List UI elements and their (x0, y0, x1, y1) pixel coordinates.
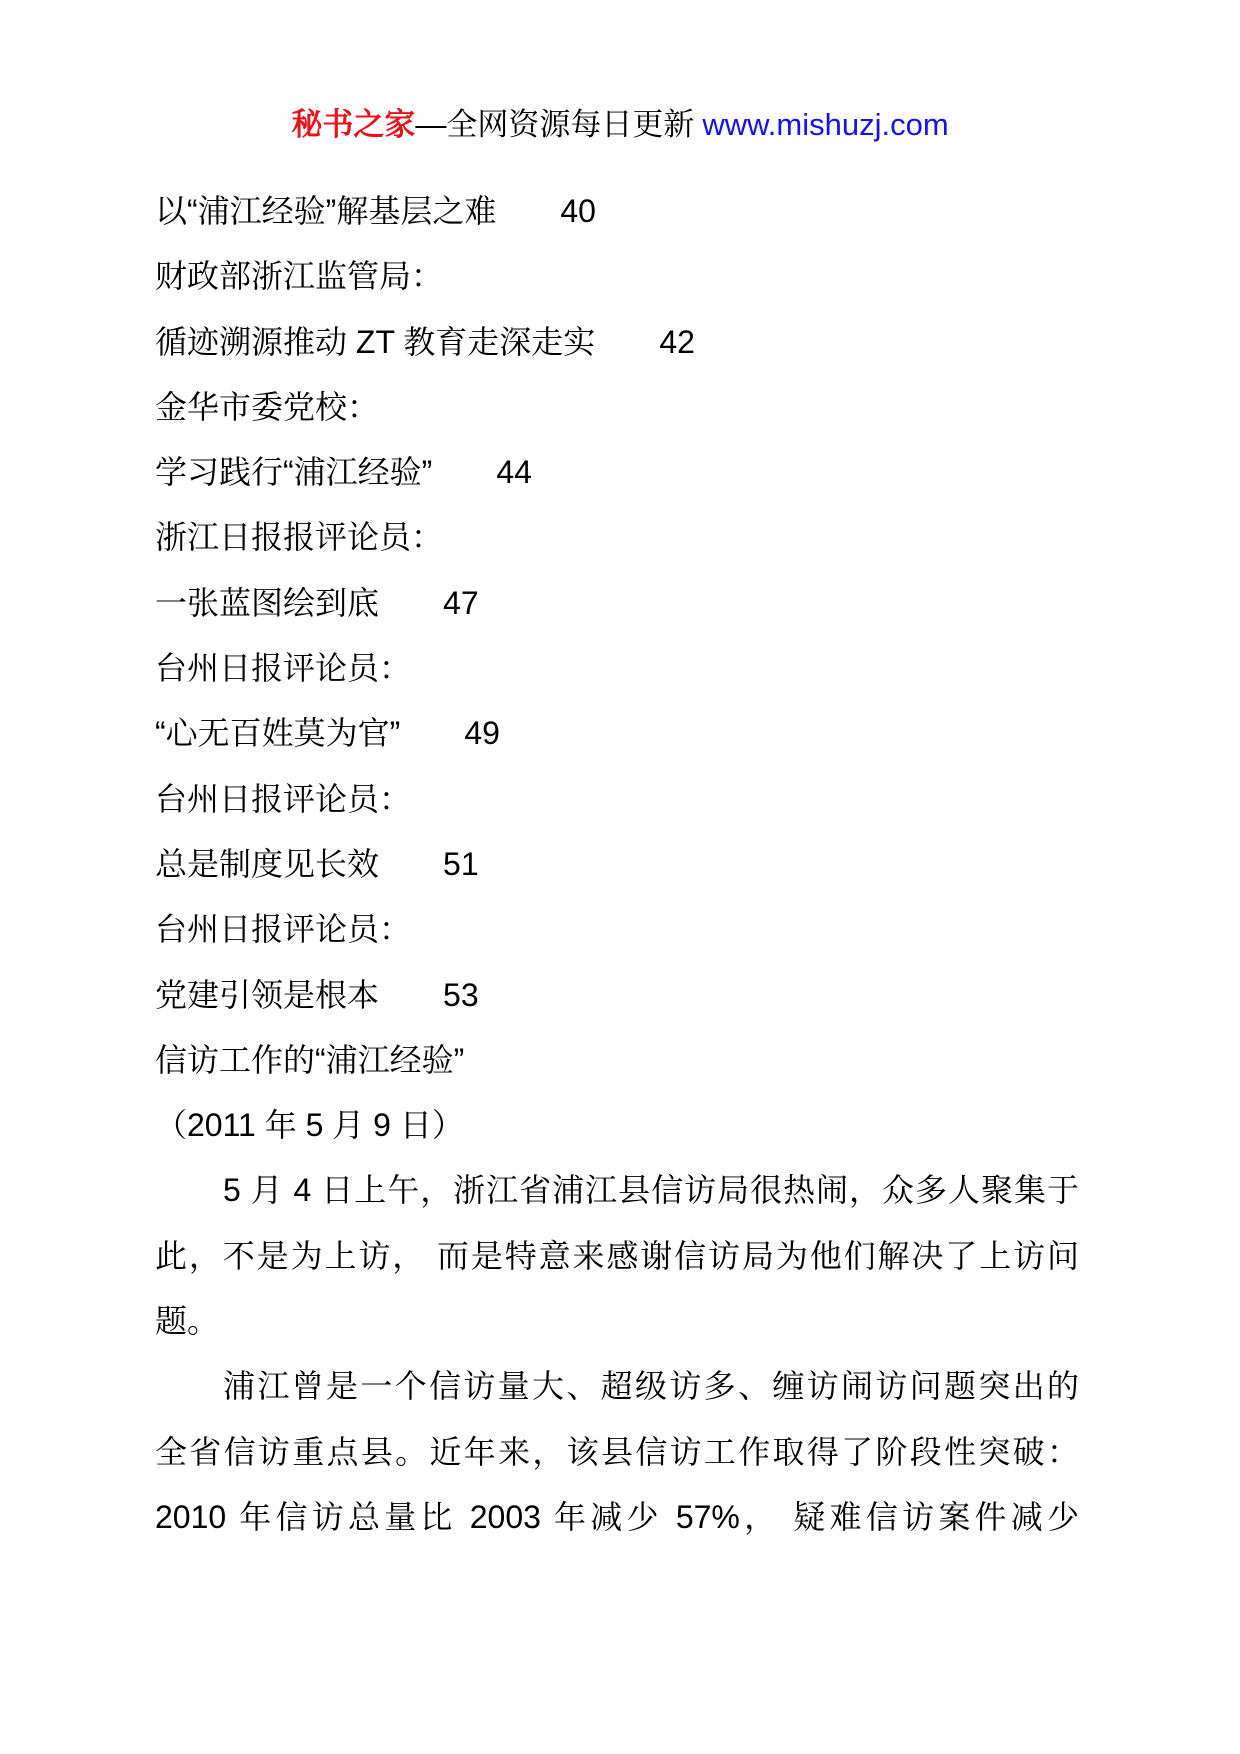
toc-author-line (155, 505, 1079, 570)
toc-entry (155, 963, 1079, 1028)
toc-page-number: 53 (443, 976, 479, 1013)
toc-entry-title: 总是制度见长效 (155, 845, 380, 882)
toc-entry-title: 一张蓝图绘到底 (155, 584, 380, 621)
toc-page-number: 42 (659, 323, 695, 360)
paragraph-line: 浦江曾是一个信访量大、超级访多、缠访闹访问题突出的 (223, 1368, 1079, 1405)
paragraph-line: 此，不是为上访， 而是特意来感谢信访局为他们解决了上访问 (155, 1237, 1079, 1274)
page-header (0, 105, 1240, 145)
paragraph-line: 题。 (155, 1303, 220, 1340)
paragraph-line: 2010 年信访总量比 2003 年减少 57%， 疑难信访案件减少 (155, 1498, 1079, 1535)
toc-author-line (155, 244, 1079, 309)
toc-entry (155, 701, 1079, 766)
toc-entry (155, 440, 1079, 505)
toc-author-line (155, 375, 1079, 440)
toc-page-number: 49 (464, 715, 500, 752)
toc-page-number: 40 (560, 193, 596, 229)
toc-entry (155, 832, 1079, 897)
article-date: （2011 年 5 月 9 日） (155, 1107, 464, 1144)
toc-page-number: 51 (443, 845, 479, 882)
toc-entry (155, 179, 1079, 244)
paragraph-line: 全省信访重点县。近年来，该县信访工作取得了阶段性突破： (155, 1433, 1079, 1470)
toc-entry-title: 循迹溯源推动 ZT 教育走深走实 (155, 323, 596, 360)
toc-author-line (155, 636, 1079, 701)
brand-name: 秘书之家 (291, 107, 416, 142)
header-tagline: —全网资源每日更新 (415, 107, 695, 142)
toc-entry (155, 310, 1079, 375)
toc-author-line (155, 897, 1079, 962)
toc-author-line (155, 767, 1079, 832)
toc-author: 台州日报评论员： (155, 780, 412, 817)
toc-author: 金华市委党校： (155, 388, 380, 425)
article-title: 信访工作的“浦江经验” (155, 1041, 465, 1078)
toc-entry-title: “心无百姓莫为官” (155, 715, 401, 752)
toc-author: 财政部浙江监管局： (155, 258, 444, 295)
toc-entry-title: 党建引领是根本 (155, 976, 380, 1013)
toc-entry-title: 以“浦江经验”解基层之难 (155, 193, 497, 229)
toc-author: 浙江日报报评论员： (155, 519, 444, 556)
toc-author: 台州日报评论员： (155, 911, 412, 948)
toc-page-number: 44 (496, 454, 532, 491)
paragraph (155, 1354, 1079, 1550)
toc-entry-title: 学习践行“浦江经验” (155, 454, 433, 491)
paragraph (155, 1158, 1079, 1354)
website-url: www.mishuzj.com (702, 107, 949, 142)
document-body (155, 179, 1079, 1550)
toc-author: 台州日报评论员： (155, 650, 412, 687)
paragraph-line: 5 月 4 日上午，浙江省浦江县信访局很热闹，众多人聚集于 (223, 1172, 1079, 1209)
toc-page-number: 47 (443, 584, 479, 621)
toc-entry (155, 571, 1079, 636)
